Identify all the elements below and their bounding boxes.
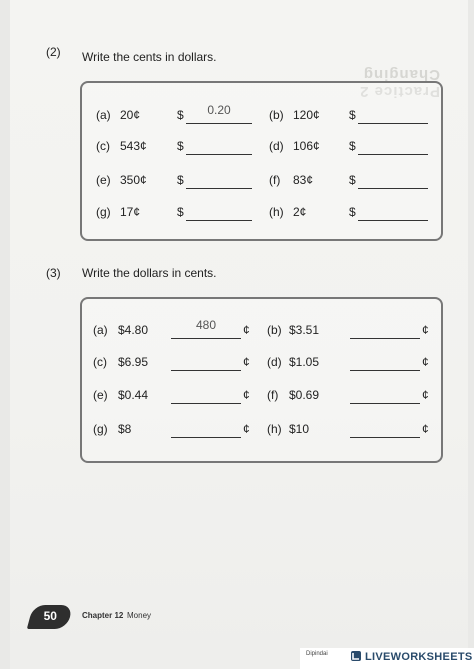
item-letter: (d) <box>269 139 284 153</box>
item-value: $10 <box>289 422 310 436</box>
cent-sign: ¢ <box>422 422 429 436</box>
section2-number: (2) <box>46 45 61 59</box>
s2-item-f <box>269 173 429 193</box>
item-value: 20¢ <box>120 108 141 122</box>
item-letter: (a) <box>96 108 111 122</box>
item-letter: (b) <box>267 323 282 337</box>
cent-sign: ¢ <box>243 422 250 436</box>
item-value: 350¢ <box>120 173 147 187</box>
section3-box <box>80 297 443 463</box>
s2-item-b <box>269 108 429 128</box>
liveworksheets-logo-icon <box>350 650 362 662</box>
s2-item-d <box>269 139 429 159</box>
dollar-sign: $ <box>177 173 184 187</box>
s3-item-d <box>267 355 432 375</box>
item-letter: (a) <box>93 323 108 337</box>
section2-box <box>80 81 443 241</box>
answer-blank[interactable] <box>350 423 420 438</box>
item-value: 83¢ <box>293 173 314 187</box>
item-value: 106¢ <box>293 139 320 153</box>
cent-sign: ¢ <box>243 355 250 369</box>
answer-blank[interactable] <box>186 103 252 124</box>
s3-item-c <box>93 355 253 375</box>
answer-blank[interactable] <box>171 389 241 404</box>
brand-name[interactable]: LIVEWORKSHEETS <box>365 651 473 663</box>
item-letter: (d) <box>267 355 282 369</box>
item-letter: (f) <box>269 173 281 187</box>
item-letter: (b) <box>269 108 284 122</box>
answer-text: 0.20 <box>207 103 231 117</box>
worksheet-page <box>10 0 468 669</box>
dollar-sign: $ <box>177 205 184 219</box>
item-letter: (c) <box>96 139 110 153</box>
item-letter: (h) <box>269 205 284 219</box>
item-letter: (e) <box>96 173 111 187</box>
item-letter: (e) <box>93 388 108 402</box>
answer-blank[interactable] <box>358 206 428 221</box>
item-value: $6.95 <box>118 355 149 369</box>
dollar-sign: $ <box>177 139 184 153</box>
answer-blank[interactable] <box>171 318 241 339</box>
item-value: $4.80 <box>118 323 149 337</box>
page-number: 50 <box>43 609 57 623</box>
section2-title: Write the cents in dollars. <box>82 50 217 64</box>
s3-item-a <box>93 318 253 343</box>
dollar-sign: $ <box>349 173 356 187</box>
answer-blank[interactable] <box>171 356 241 371</box>
brand-small-text: Dipindai <box>306 651 328 657</box>
item-value: $1.05 <box>289 355 320 369</box>
section3-number: (3) <box>46 266 61 280</box>
answer-blank[interactable] <box>358 109 428 124</box>
cent-sign: ¢ <box>243 388 250 402</box>
item-letter: (g) <box>93 422 108 436</box>
s3-item-g <box>93 422 253 442</box>
dollar-sign: $ <box>177 108 184 122</box>
s3-item-b <box>267 323 432 343</box>
item-letter: (f) <box>267 388 279 402</box>
item-value: $3.51 <box>289 323 320 337</box>
s2-item-a <box>96 103 256 128</box>
answer-blank[interactable] <box>358 140 428 155</box>
item-value: $0.69 <box>289 388 320 402</box>
dollar-sign: $ <box>349 139 356 153</box>
cent-sign: ¢ <box>422 388 429 402</box>
item-value: 2¢ <box>293 205 307 219</box>
chapter-topic: Money <box>127 611 152 620</box>
answer-blank[interactable] <box>358 174 428 189</box>
answer-blank[interactable] <box>171 423 241 438</box>
item-value: 543¢ <box>120 139 147 153</box>
item-value: 17¢ <box>120 205 141 219</box>
s2-item-g <box>96 205 256 225</box>
item-letter: (c) <box>93 355 107 369</box>
answer-blank[interactable] <box>186 174 252 189</box>
bleed-through-text: Practice 2 Changing <box>359 66 440 100</box>
s2-item-e <box>96 173 256 193</box>
dollar-sign: $ <box>349 108 356 122</box>
cent-sign: ¢ <box>243 323 250 337</box>
item-letter: (h) <box>267 422 282 436</box>
answer-text: 480 <box>195 318 217 332</box>
section3-title: Write the dollars in cents. <box>82 266 217 280</box>
item-value: 120¢ <box>293 108 320 122</box>
cent-sign: ¢ <box>422 323 429 337</box>
cent-sign: ¢ <box>422 355 429 369</box>
s2-item-c <box>96 139 256 159</box>
s3-item-f <box>267 388 432 408</box>
item-letter: (g) <box>96 205 111 219</box>
answer-blank[interactable] <box>186 140 252 155</box>
answer-blank[interactable] <box>350 356 420 371</box>
s3-item-e <box>93 388 253 408</box>
answer-blank[interactable] <box>350 389 420 404</box>
dollar-sign: $ <box>349 205 356 219</box>
answer-blank[interactable] <box>350 324 420 339</box>
answer-blank[interactable] <box>186 206 252 221</box>
item-value: $8 <box>118 422 132 436</box>
item-value: $0.44 <box>118 388 149 402</box>
s3-item-h <box>267 422 432 442</box>
chapter-label: Chapter 12 <box>82 611 124 620</box>
s2-item-h <box>269 205 429 225</box>
